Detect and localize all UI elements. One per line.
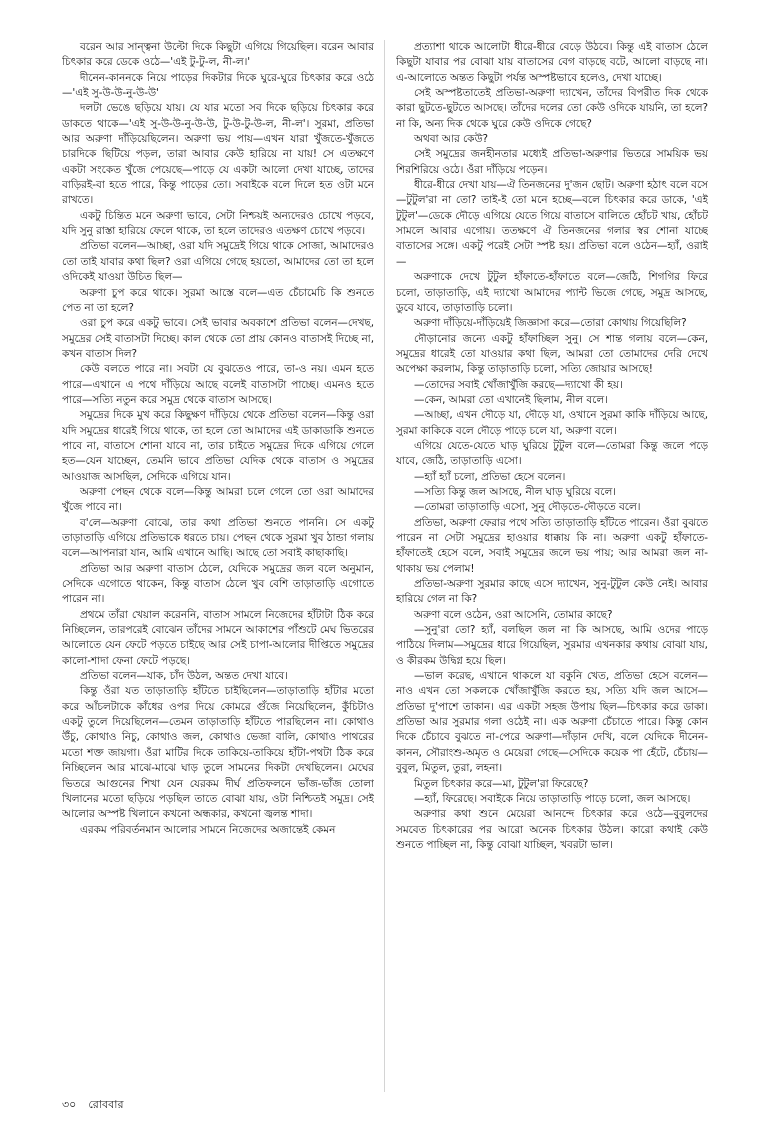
- right-column: [396, 40, 708, 1092]
- paragraph: সেই অস্পষ্টতাতেই প্রতিভা-অরুণা দ্যাখেন, তাঁদের বিপরীত দিক থেকে কারা ছুটতে-ছুটতে আসছে। তাঁদের দলের তো কেউ ওদিকে যায়নি, তা হলে? না কি, অন্য দিক থেকে ঘুরে কেউ ওদিকে গেছে?: [396, 87, 708, 130]
- paragraph: অরুণাকে দেখে টুটুল হাঁফাতে-হাঁফাতে বলে—জেঠি, শিগগির ফিরে চলো, তাড়াতাড়ি, এই দ্যাখো আমাদের প্যান্ট ভিজে গেছে, সমুদ্র আসছে, ডুবে যাবে, তাড়াতাড়ি চলো।: [396, 271, 708, 314]
- paragraph: প্রতিভা বলেন—যাক, চাঁদ উঠল, অন্তত দেখা যাবে।: [80, 670, 288, 683]
- paragraph: অরুণা পেছন থেকে বলে—কিন্তু আমরা চলে গেলে তো ওরা আমাদের খুঁজে পাবে না।: [62, 485, 374, 514]
- paragraph: —সত্যি কিন্তু জল আসছে, নীল ঘাড় ঘুরিয়ে বলে।: [414, 485, 616, 498]
- paragraph: অরুণা বলে ওঠেন, ওরা আসেনি, তোমার কাছে?: [414, 608, 613, 621]
- paragraph: প্রত্যাশা থাকে আলোটা ধীরে-ধীরে বেড়ে উঠবে। কিন্তু এই বাতাস ঠেলে কিছুটা যাবার পর বোঝা যায় বাতাসের বেগ বাড়ছে বটে, আলো বাড়ছে না। এ-আলোতে অন্তত কিছুটা পর্যন্ত অস্পষ্টভাবে হলেও, দেখা যাচ্ছে।: [396, 41, 708, 84]
- paragraph: —তোদের সবাই খোঁজাখুঁজি করছে—দ্যাখো কী হয়।: [414, 378, 623, 391]
- page-footer: [62, 1096, 124, 1115]
- section-name: রোববার: [88, 1098, 124, 1111]
- paragraph: —ভাল করেছ, এখানে থাকলে যা বকুনি খেত, প্রতিভা হেসে বলেন—নাও এখন তো সকলকে খোঁজাখুঁজি করতে হয়, সত্যি যদি জল আসে—প্রতিভা দু'পাশে তাকান। এর একটা সহজ উপায় ছিল—চিৎকার করে ডাকা। প্রতিভা আর সুরমার গলা ওঠেই না। এক অরুণা চেঁচাতে পারে। কিন্তু কোন দিকে চেঁচাবে বুঝতে না-পেরে অরুণা—দাঁড়ান দেখি, বলে যেদিকে দীনেন-কানন, সৌরাংশু-অমৃত ও মেয়েরা গেছে—সেদিকে কয়েক পা হেঁটে, চেঁচায়—বুবুল, মিতুল, তুরা, লহনা।: [396, 670, 708, 775]
- paragraph: প্রতিভা, অরুণা ফেরার পথে সত্যি তাড়াতাড়ি হাঁটতে পারেন। ওঁরা বুঝতে পারেন না সেটা সমুদ্রের হাওয়ার ধাক্কায় কি না। অরুণা একটু হাঁফাতে-হাঁফাতেই হেসে বলে, সবাই সমুদ্রের জলে ভয় পায়; আর আমরা জল না-থাকায় ভয় পেলাম!: [396, 516, 708, 575]
- paragraph: বরেন আর সান্ত্বনা উল্টো দিকে কিছুটা এগিয়ে গিয়েছিল। বরেন আবার চিৎকার করে ডেকে ওঠে—'এই টু-টু-ল, নী-ল।': [62, 41, 374, 69]
- paragraph: —হ্যাঁ হ্যাঁ চলো, প্রতিভা হেসে বলেন।: [414, 470, 566, 483]
- paragraph: ধীরে-ধীরে দেখা যায়—ঐ তিনজনের দু'জন ছোট। অরুণা হঠাৎ বলে বসে—টুটুল'রা না তো? তাই-ই তো মনে হচ্ছে—বলে চিৎকার করে ডাকে, 'এই টুটুল'—ডেকে দৌড়ে এগিয়ে যেতে গিয়ে বাতাসে বালিতে হোঁচট খায়, হোঁচট সামলে আবার এগোয়। ততক্ষণে ঐ তিনজনের গলার স্বর শোনা যাচ্ছে বাতাসের সঙ্গে। একটু পরেই সেটা স্পষ্ট হয়। প্রতিভা বলে ওঠেন—হ্যাঁ, ওরাই—: [396, 179, 708, 268]
- paragraph: এগিয়ে যেতে-যেতে ঘাড় ঘুরিয়ে টুটুল বলে—তোমরা কিন্তু জলে পড়ে যাবে, জেঠি, তাড়াতাড়ি এসো।: [396, 439, 708, 468]
- paragraph: কিন্তু ওঁরা যত তাড়াতাড়ি হাঁটতে চাইছিলেন—তাড়াতাড়ি হাঁটার মতো করে আঁচলটাকে কাঁধের ওপর দিয়ে কোমরে গুঁজে নিয়েছিলেন, কুঁচিটাও একটু তুলে দিয়েছিলেন—তেমন তাড়াতাড়ি হাঁটতে পারছিলেন না। কোথাও উঁচু, কোথাও নিচু, কোথাও জল, কোথাও ভেজা বালি, কোথাও পাথরের মতো শক্ত জায়গা। ওঁরা মাটির দিকে তাকিয়ে-তাকিয়ে হাঁটা-পথটা ঠিক করে নিচ্ছিলেন আর মাঝে-মাঝে ঘাড় তুলে সামনের দিকটা দেখছিলেন। মেঘের ভিতরে আগুনের শিখা যেন যেরকম দীর্ঘ প্রতিফলনে ভাঁজ-ভাঁজ তোলা খিলানের মতো ছড়িয়ে পড়ছিল তাতে বোঝা যায়, ওটা নিশ্চিতই সমুদ্র। সেই আলোর অস্পষ্ট খিলানে কখনো অন্ধকার, কখনো জ্বলন্ত শাদা।: [62, 685, 374, 821]
- paragraph: প্রথমে তাঁরা খেয়াল করেননি, বাতাস সামলে নিজেদের হাঁটাটা ঠিক করে নিচ্ছিলেন, তারপরেই বোঝেন তাঁদের সামনে আকাশের পাঁশুটে মেঘ ভিতরের আলোতে যেন ফেটে পড়তে চাইছে আর সেই চাপা-আলোর দীপ্তিতে সমুদ্রের কালো-শাদা ফেনা ফেটে পড়ছে।: [62, 608, 374, 667]
- paragraph: অরুণা দাঁড়িয়ে-দাঁড়িয়েই জিজ্ঞাসা করে—তোরা কোথায় গিয়েছিলি?: [414, 317, 687, 330]
- paragraph: অরুণা চুপ করে থাকে। সুরমা আস্তে বলে—এত চেঁচামেচি কি শুনতে পেত না তা হলে?: [62, 286, 374, 314]
- paragraph: —সুনু'রা তো? হ্যাঁ, বলছিল জল না কি আসছে, আমি ওদের পাড়ে পাঠিয়ে দিলাম—সমুদ্রের ধারে গিয়েছিল, সুরমার এখনকার কথায় বোঝা যায়, ও কীরকম উদ্বিগ্ন হয়ে ছিল।: [396, 624, 708, 667]
- paragraph: একটু চিন্তিত মনে অরুণা ভাবে, সেটা নিশ্চয়ই অন্যদেরও চোখে পড়বে, যদি সুনু রাস্তা হারিয়ে ফেলে থাকে, তা হলে তাদেরও এতক্ষণ চোখে পড়বে।: [62, 209, 374, 238]
- paragraph: ওরা চুপ করে একটু ভাবে। সেই ভাবার অবকাশে প্রতিভা বলেন—দেখছ, সমুদ্রের সেই বাতাসটা দিচ্ছে। কাল থেকে তো প্রায় কোনও বাতাসই দিচ্ছে না, কখন বাতাস দিল?: [62, 317, 374, 360]
- paragraph: —আচ্ছা, এখন দৌড়ে যা, দৌড়ে যা, ওখানে সুরমা কাকি দাঁড়িয়ে আছে, সুরমা কাকিকে বলে দৌড়ে পাড়ে চলে যা, অরুণা বলে।: [396, 409, 708, 437]
- paragraph: ব'লে—অরুণা বোঝে, তার কথা প্রতিভা শুনতে পাননি। সে একটু তাড়াতাড়ি এগিয়ে প্রতিভাকে ধরতে চায়। পেছন থেকে সুরমা খুব ঠান্ডা গলায় বলে—আপনারা যান, আমি এখানে আছি। আছে তো সবাই কাছাকাছি।: [62, 516, 374, 560]
- paragraph: দলটা ভেঙে ছড়িয়ে যায়। যে যার মতো সব দিকে ছড়িয়ে চিৎকার করে ডাকতে থাকে—'এই সু-উ-উ-নু-উ-উ, টু-উ-টু-উ-ল, নী-ল'। সুরমা, প্রতিভা আর অরুণা দাঁড়িয়েছিলেন। অরুণা ভয় পায়—এখন যারা খুঁজতে-খুঁজতে চারদিকে ছিটিয়ে পড়ল, তারা আবার কেউ হারিয়ে না যায়! সে এতক্ষণে একটা সংকেত খুঁজে পেয়েছে—পাড়ে যে একটা আলো দেখা যাচ্ছে, তাদের বাড়িরই-বা হতে পারে, কিন্তু পাড়ের তো। সবাইকে বলে দিলে হত ওটা মনে রাখতে।: [62, 102, 374, 207]
- column-divider: [384, 40, 385, 1092]
- paragraph: প্রতিভা-অরুণা সুরমার কাছে এসে দ্যাখেন, সুনু-টুটুল কেউ নেই। আবার হারিয়ে গেল না কি?: [396, 578, 708, 606]
- paragraph: দীনেন-কাননকে নিয়ে পাড়ের দিকটার দিকে ঘুরে-ঘুরে চিৎকার করে ওঠে—'এই সু-উ-উ-নু-উ-উ': [62, 71, 374, 100]
- paragraph: এরকম পরিবর্তনমান আলোর সামনে নিজেদের অজান্তেই কেমন: [80, 823, 336, 836]
- paragraph: কেউ বলতে পারে না। সবটা যে বুঝতেও পারে, তা-ও নয়। এমন হতে পারে—এখানে এ পথে দাঁড়িয়ে আছে বলেই বাতাসটা পাচ্ছে। এমনও হতে পারে—সত্যি নতুন করে সমুদ্র থেকে বাতাস আসছে।: [62, 363, 374, 406]
- paragraph: সেই সমুদ্রের জনহীনতার মধ্যেই প্রতিভা-অরুণার ভিতরে সাময়িক ভয় শিরশিরিয়ে ওঠে। ওঁরা দাঁড়িয়ে পড়েন।: [396, 148, 708, 176]
- paragraph: প্রতিভা আর অরুণা বাতাস ঠেলে, যেদিকে সমুদ্রের জল বলে অনুমান, সেদিকে এগোতে থাকেন, কিন্তু বাতাস ঠেলে খুব বেশি তাড়াতাড়ি এগোতে পারেন না।: [62, 562, 374, 606]
- paragraph: অথবা আর কেউ?: [414, 133, 489, 146]
- paragraph: —হ্যাঁ, ফিরেছে। সবাইকে নিয়ে তাড়াতাড়ি পাড়ে চলো, জল আসছে।: [414, 792, 691, 805]
- paragraph: মিতুল চিৎকার করে—মা, টুটুল'রা ফিরেছে?: [414, 777, 589, 790]
- paragraph: —তোমরা তাড়াতাড়ি এসো, সুনু দৌড়তে-দৌড়তে বলে।: [414, 501, 641, 514]
- paragraph: অরুণার কথা শুনে মেয়েরা আনন্দে চিৎকার করে ওঠে—বুবুলদের সমবেত চিৎকারের পর আরো অনেক চিৎকার উঠল। কারো কথাই কেউ শুনতে পাচ্ছিল না, কিন্তু বোঝা যাচ্ছিল, খবরটা ভাল।: [396, 808, 708, 851]
- paragraph: দৌড়ানোর জন্যে একটু হাঁফাচ্ছিল সুনু। সে শান্ত গলায় বলে—কেন, সমুদ্রের ধারেই তো যাওয়ার কথা ছিল, আমরা তো তোমাদের দেরি দেখে অপেক্ষা করলাম, কিন্তু তাড়াতাড়ি চলো, সত্যি জোয়ার আসছে!: [396, 332, 708, 376]
- paragraph: প্রতিভা বলেন—আচ্ছা, ওরা যদি সমুদ্রেই গিয়ে থাকে সোজা, আমাদেরও তো তাই যাবার কথা ছিল? ওরা এগিয়ে গেছে হয়তো, আমাদের তো তা হলে ওদিকেই যাওয়া উচিত ছিল—: [62, 240, 374, 284]
- paragraph: সমুদ্রের দিকে মুখ করে কিছুক্ষণ দাঁড়িয়ে থেকে প্রতিভা বলেন—কিন্তু ওরা যদি সমুদ্রের ধারেই গিয়ে থাকে, তা হলে তো আমাদের এই ডাকাডাকি শুনতে পাবে না, বাতাসে শোনা যাবে না, তার চাইতে সমুদ্রের দিকে এগিয়ে গেলে হত—যেন যাচ্ছেন, তেমনি ভাবে প্রতিভা যেদিক থেকে বাতাস ও সমুদ্রের আওয়াজ আসছিল, সেদিকে এগিয়ে যান।: [62, 409, 374, 483]
- left-column: [62, 40, 374, 1092]
- page-number: ৩০: [62, 1098, 77, 1111]
- paragraph: —কেন, আমরা তো এখানেই ছিলাম, নীল বলে।: [414, 393, 608, 406]
